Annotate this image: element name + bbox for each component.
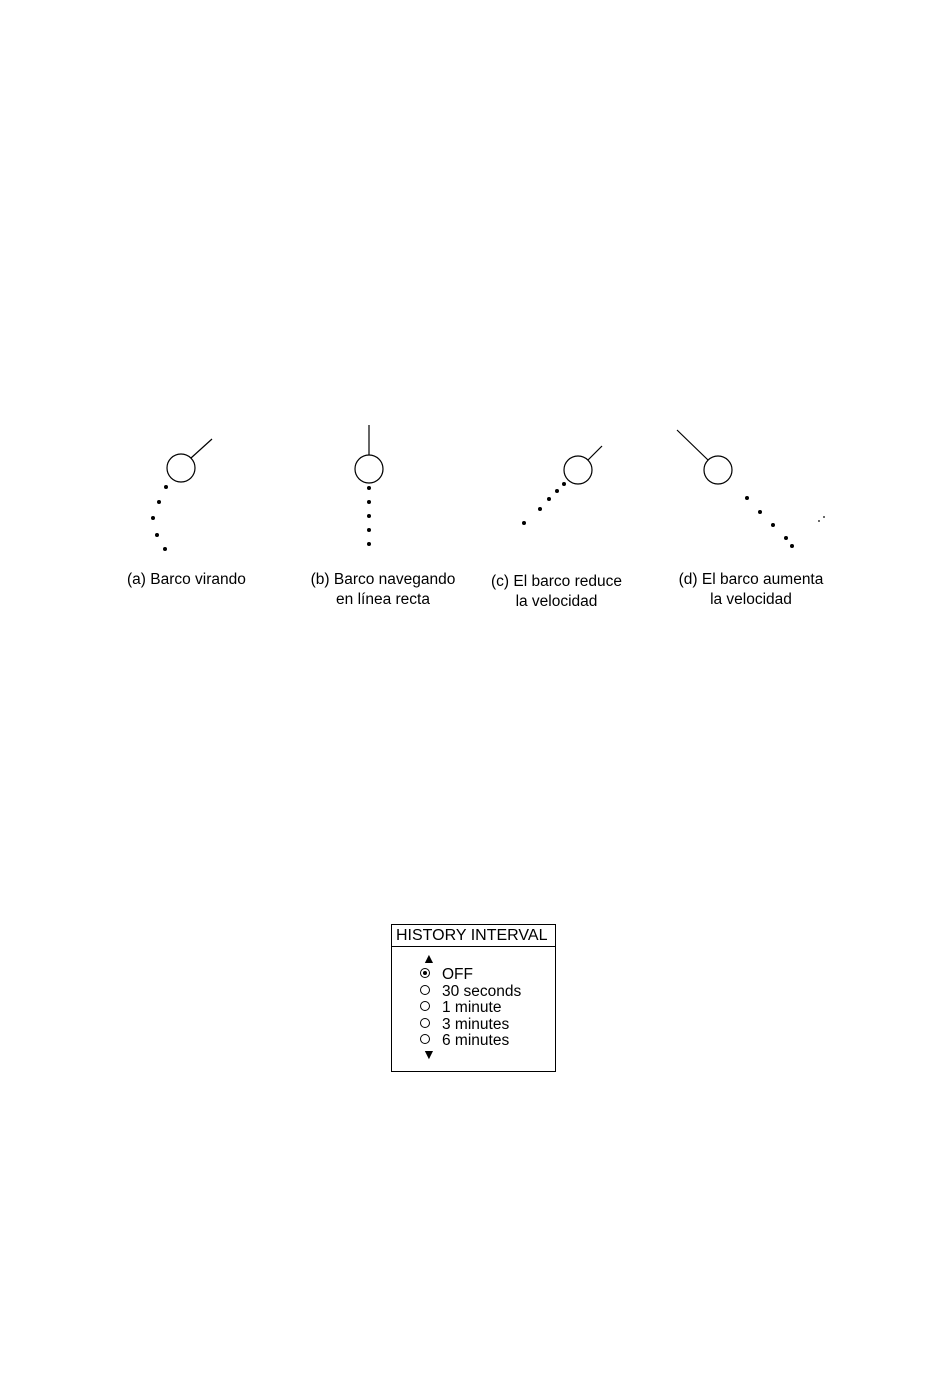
option-off[interactable] <box>420 967 473 983</box>
caption-d-line-2: la velocidad <box>710 591 792 608</box>
caption-c-line-2: la velocidad <box>515 593 598 610</box>
radio-icon <box>420 1018 430 1028</box>
history-interval-menu <box>391 924 556 1072</box>
radio-selected-icon <box>420 968 430 978</box>
ship-accelerating-symbol <box>677 430 732 484</box>
caption-c <box>484 572 629 612</box>
ship-straight-symbol <box>355 425 383 483</box>
option-30-seconds[interactable] <box>420 984 521 1000</box>
caption-a <box>127 570 246 590</box>
caption-b-line-2: en línea recta <box>336 591 430 608</box>
radio-icon <box>420 985 430 995</box>
caption-d <box>672 570 830 610</box>
caption-a-line-1: (a) Barco virando <box>127 571 246 588</box>
ship-turning-trail <box>151 485 168 551</box>
option-1-minute[interactable] <box>420 1000 501 1016</box>
option-label: 3 minutes <box>442 1016 510 1033</box>
menu-title: HISTORY INTERVAL <box>392 925 555 947</box>
option-label: 30 seconds <box>442 983 522 1000</box>
caption-b-line-1: (b) Barco navegando <box>310 571 456 588</box>
radio-icon <box>420 1034 430 1044</box>
option-label: OFF <box>442 966 473 983</box>
ship-accelerating-trail <box>745 496 825 548</box>
scroll-up-icon[interactable]: ▲ <box>422 950 436 966</box>
radio-icon <box>420 1001 430 1011</box>
scroll-down-icon[interactable]: ▼ <box>422 1046 436 1062</box>
option-label: 6 minutes <box>442 1032 510 1049</box>
option-3-minutes[interactable] <box>420 1017 509 1033</box>
ship-slowing-trail <box>522 482 566 525</box>
ship-straight-trail <box>367 486 371 546</box>
option-label: 1 minute <box>442 999 502 1016</box>
caption-c-line-1: (c) El barco reduce <box>491 573 622 590</box>
ship-slowing-symbol <box>564 446 602 484</box>
ship-turning-symbol <box>167 439 212 482</box>
caption-b <box>302 570 464 610</box>
caption-d-line-1: (d) El barco aumenta <box>678 571 824 588</box>
